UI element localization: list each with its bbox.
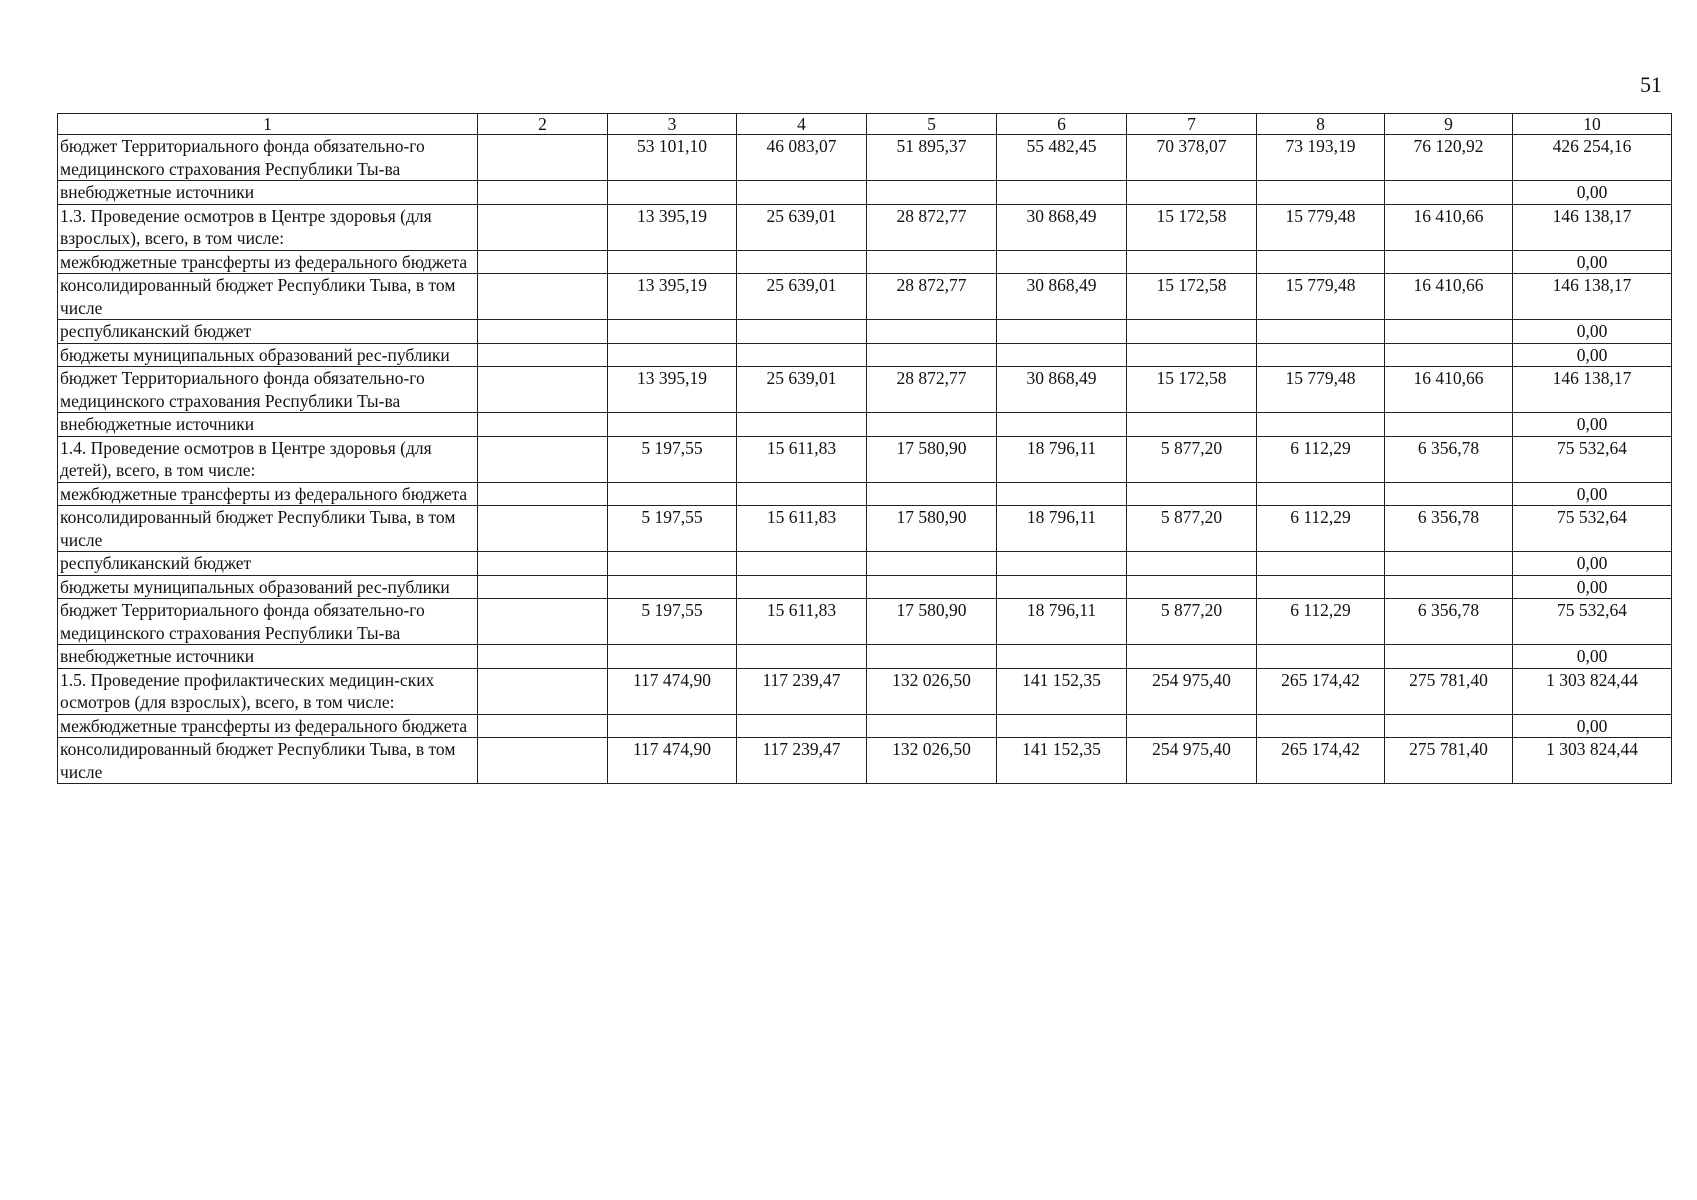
value-cell	[478, 599, 608, 645]
value-cell	[867, 482, 997, 506]
page-number: 51	[1640, 72, 1662, 97]
column-number: 9	[1385, 114, 1513, 135]
value-cell: 15 779,48	[1257, 274, 1385, 320]
value-cell: 0,00	[1513, 645, 1672, 669]
value-cell	[1127, 552, 1257, 576]
value-cell: 5 877,20	[1127, 506, 1257, 552]
value-cell	[1257, 250, 1385, 274]
value-cell: 117 474,90	[608, 738, 737, 784]
value-cell: 0,00	[1513, 714, 1672, 738]
value-cell	[1257, 575, 1385, 599]
value-cell: 30 868,49	[997, 367, 1127, 413]
value-cell: 5 877,20	[1127, 599, 1257, 645]
value-cell: 0,00	[1513, 552, 1672, 576]
value-cell	[867, 320, 997, 344]
column-number: 8	[1257, 114, 1385, 135]
table-row	[58, 181, 1672, 205]
value-cell	[997, 343, 1127, 367]
column-number: 4	[737, 114, 867, 135]
value-cell: 15 611,83	[737, 506, 867, 552]
table-row	[58, 575, 1672, 599]
table-row	[58, 599, 1672, 645]
table-row	[58, 343, 1672, 367]
value-cell	[478, 436, 608, 482]
table-body	[58, 135, 1672, 784]
value-cell	[608, 575, 737, 599]
value-cell: 6 112,29	[1257, 506, 1385, 552]
value-cell	[997, 482, 1127, 506]
value-cell	[1127, 714, 1257, 738]
value-cell	[478, 274, 608, 320]
value-cell	[478, 552, 608, 576]
row-label-cell: межбюджетные трансферты из федерального бюджета	[58, 250, 478, 274]
value-cell	[1385, 343, 1513, 367]
value-cell	[867, 645, 997, 669]
table-row	[58, 714, 1672, 738]
value-cell	[1257, 552, 1385, 576]
value-cell: 146 138,17	[1513, 367, 1672, 413]
value-cell	[867, 250, 997, 274]
column-number: 10	[1513, 114, 1672, 135]
row-label-cell: внебюджетные источники	[58, 645, 478, 669]
value-cell	[997, 575, 1127, 599]
value-cell: 70 378,07	[1127, 135, 1257, 181]
value-cell: 30 868,49	[997, 274, 1127, 320]
row-label-cell: 1.3. Проведение осмотров в Центре здоровья (для взрослых), всего, в том числе:	[58, 204, 478, 250]
value-cell: 5 877,20	[1127, 436, 1257, 482]
value-cell	[1127, 413, 1257, 437]
row-label-cell: консолидированный бюджет Республики Тыва, в том числе	[58, 738, 478, 784]
row-label-cell: бюджеты муниципальных образований рес-публики	[58, 343, 478, 367]
value-cell	[1257, 482, 1385, 506]
value-cell: 141 152,35	[997, 668, 1127, 714]
column-number: 6	[997, 114, 1127, 135]
value-cell: 146 138,17	[1513, 274, 1672, 320]
value-cell: 5 197,55	[608, 599, 737, 645]
value-cell	[867, 714, 997, 738]
value-cell	[1127, 320, 1257, 344]
value-cell: 16 410,66	[1385, 204, 1513, 250]
value-cell	[1385, 575, 1513, 599]
value-cell: 18 796,11	[997, 599, 1127, 645]
value-cell	[478, 506, 608, 552]
table-row	[58, 738, 1672, 784]
value-cell: 16 410,66	[1385, 274, 1513, 320]
value-cell: 5 197,55	[608, 506, 737, 552]
value-cell: 75 532,64	[1513, 599, 1672, 645]
value-cell: 25 639,01	[737, 274, 867, 320]
value-cell: 17 580,90	[867, 506, 997, 552]
value-cell	[1127, 575, 1257, 599]
value-cell	[478, 575, 608, 599]
value-cell	[1127, 181, 1257, 205]
value-cell	[608, 343, 737, 367]
value-cell: 141 152,35	[997, 738, 1127, 784]
value-cell: 28 872,77	[867, 367, 997, 413]
value-cell	[737, 714, 867, 738]
table-row	[58, 645, 1672, 669]
value-cell	[608, 714, 737, 738]
value-cell: 426 254,16	[1513, 135, 1672, 181]
value-cell	[867, 552, 997, 576]
value-cell: 15 779,48	[1257, 204, 1385, 250]
value-cell	[478, 320, 608, 344]
value-cell: 132 026,50	[867, 738, 997, 784]
table-row	[58, 367, 1672, 413]
value-cell	[1385, 645, 1513, 669]
value-cell	[478, 645, 608, 669]
value-cell	[478, 343, 608, 367]
value-cell: 15 172,58	[1127, 367, 1257, 413]
row-label-cell: республиканский бюджет	[58, 320, 478, 344]
value-cell: 0,00	[1513, 575, 1672, 599]
budget-table	[57, 113, 1672, 784]
value-cell	[608, 645, 737, 669]
column-number: 3	[608, 114, 737, 135]
value-cell	[737, 320, 867, 344]
value-cell	[1257, 645, 1385, 669]
value-cell	[478, 181, 608, 205]
value-cell: 6 356,78	[1385, 599, 1513, 645]
value-cell: 28 872,77	[867, 204, 997, 250]
value-cell: 76 120,92	[1385, 135, 1513, 181]
value-cell	[1127, 482, 1257, 506]
value-cell: 15 611,83	[737, 436, 867, 482]
value-cell: 0,00	[1513, 320, 1672, 344]
row-label-cell: межбюджетные трансферты из федерального бюджета	[58, 714, 478, 738]
table-row	[58, 552, 1672, 576]
value-cell	[1127, 645, 1257, 669]
value-cell: 17 580,90	[867, 436, 997, 482]
value-cell: 25 639,01	[737, 367, 867, 413]
row-label-cell: межбюджетные трансферты из федерального бюджета	[58, 482, 478, 506]
value-cell	[737, 645, 867, 669]
value-cell	[997, 320, 1127, 344]
value-cell	[867, 413, 997, 437]
value-cell: 28 872,77	[867, 274, 997, 320]
column-number: 2	[478, 114, 608, 135]
value-cell: 5 197,55	[608, 436, 737, 482]
value-cell: 75 532,64	[1513, 436, 1672, 482]
value-cell: 254 975,40	[1127, 738, 1257, 784]
row-label-cell: консолидированный бюджет Республики Тыва, в том числе	[58, 506, 478, 552]
value-cell: 265 174,42	[1257, 668, 1385, 714]
column-number: 1	[58, 114, 478, 135]
value-cell	[737, 575, 867, 599]
value-cell	[478, 668, 608, 714]
value-cell	[478, 250, 608, 274]
value-cell: 15 611,83	[737, 599, 867, 645]
value-cell	[1257, 413, 1385, 437]
value-cell	[997, 714, 1127, 738]
row-label-cell: 1.5. Проведение профилактических медицин-ских осмотров (для взрослых), всего, в том числе:	[58, 668, 478, 714]
table-row	[58, 320, 1672, 344]
table-row	[58, 668, 1672, 714]
header-row	[58, 114, 1672, 135]
value-cell: 46 083,07	[737, 135, 867, 181]
value-cell	[1385, 714, 1513, 738]
value-cell	[608, 181, 737, 205]
value-cell: 17 580,90	[867, 599, 997, 645]
value-cell: 0,00	[1513, 181, 1672, 205]
value-cell: 55 482,45	[997, 135, 1127, 181]
value-cell	[737, 181, 867, 205]
value-cell	[608, 552, 737, 576]
value-cell: 25 639,01	[737, 204, 867, 250]
table-row	[58, 413, 1672, 437]
value-cell: 117 239,47	[737, 738, 867, 784]
value-cell	[1385, 320, 1513, 344]
value-cell: 18 796,11	[997, 506, 1127, 552]
value-cell	[478, 738, 608, 784]
column-number: 7	[1127, 114, 1257, 135]
value-cell: 30 868,49	[997, 204, 1127, 250]
value-cell	[608, 320, 737, 344]
value-cell	[1127, 250, 1257, 274]
value-cell: 132 026,50	[867, 668, 997, 714]
value-cell: 254 975,40	[1127, 668, 1257, 714]
value-cell	[608, 413, 737, 437]
table-row	[58, 274, 1672, 320]
value-cell: 6 356,78	[1385, 436, 1513, 482]
value-cell: 18 796,11	[997, 436, 1127, 482]
value-cell: 0,00	[1513, 250, 1672, 274]
value-cell: 51 895,37	[867, 135, 997, 181]
value-cell	[997, 645, 1127, 669]
value-cell: 1 303 824,44	[1513, 738, 1672, 784]
row-label-cell: 1.4. Проведение осмотров в Центре здоровья (для детей), всего, в том числе:	[58, 436, 478, 482]
value-cell: 16 410,66	[1385, 367, 1513, 413]
table-row	[58, 506, 1672, 552]
value-cell: 73 193,19	[1257, 135, 1385, 181]
value-cell	[478, 367, 608, 413]
value-cell	[1385, 181, 1513, 205]
row-label-cell: республиканский бюджет	[58, 552, 478, 576]
value-cell	[1257, 714, 1385, 738]
table-row	[58, 135, 1672, 181]
row-label-cell: внебюджетные источники	[58, 413, 478, 437]
value-cell	[478, 714, 608, 738]
value-cell	[1385, 552, 1513, 576]
column-number: 5	[867, 114, 997, 135]
value-cell	[997, 181, 1127, 205]
value-cell	[478, 135, 608, 181]
value-cell	[478, 413, 608, 437]
row-label-cell: бюджет Территориального фонда обязательно-го медицинского страхования Республики Ты-ва	[58, 599, 478, 645]
value-cell: 275 781,40	[1385, 668, 1513, 714]
table-row	[58, 436, 1672, 482]
value-cell: 13 395,19	[608, 274, 737, 320]
value-cell: 6 112,29	[1257, 436, 1385, 482]
value-cell: 0,00	[1513, 482, 1672, 506]
value-cell: 265 174,42	[1257, 738, 1385, 784]
value-cell: 146 138,17	[1513, 204, 1672, 250]
value-cell: 275 781,40	[1385, 738, 1513, 784]
value-cell: 117 239,47	[737, 668, 867, 714]
value-cell	[1127, 343, 1257, 367]
value-cell	[608, 482, 737, 506]
row-label-cell: бюджет Территориального фонда обязательно-го медицинского страхования Республики Ты-ва	[58, 367, 478, 413]
table-row	[58, 204, 1672, 250]
value-cell: 117 474,90	[608, 668, 737, 714]
value-cell: 13 395,19	[608, 367, 737, 413]
value-cell	[737, 552, 867, 576]
value-cell	[867, 575, 997, 599]
value-cell	[997, 250, 1127, 274]
row-label-cell: бюджеты муниципальных образований рес-публики	[58, 575, 478, 599]
value-cell	[1257, 181, 1385, 205]
value-cell	[997, 413, 1127, 437]
table-row	[58, 482, 1672, 506]
table-row	[58, 250, 1672, 274]
value-cell: 1 303 824,44	[1513, 668, 1672, 714]
value-cell: 75 532,64	[1513, 506, 1672, 552]
value-cell: 0,00	[1513, 413, 1672, 437]
value-cell	[478, 482, 608, 506]
value-cell	[867, 343, 997, 367]
value-cell	[608, 250, 737, 274]
row-label-cell: внебюджетные источники	[58, 181, 478, 205]
value-cell	[1385, 250, 1513, 274]
value-cell: 15 779,48	[1257, 367, 1385, 413]
value-cell	[997, 552, 1127, 576]
row-label-cell: бюджет Территориального фонда обязательно-го медицинского страхования Республики Ты-ва	[58, 135, 478, 181]
value-cell	[737, 413, 867, 437]
value-cell: 13 395,19	[608, 204, 737, 250]
value-cell	[478, 204, 608, 250]
value-cell	[867, 181, 997, 205]
value-cell	[1257, 320, 1385, 344]
value-cell	[1385, 413, 1513, 437]
value-cell	[737, 250, 867, 274]
value-cell: 53 101,10	[608, 135, 737, 181]
row-label-cell: консолидированный бюджет Республики Тыва, в том числе	[58, 274, 478, 320]
value-cell	[1257, 343, 1385, 367]
value-cell	[737, 482, 867, 506]
value-cell	[737, 343, 867, 367]
value-cell: 15 172,58	[1127, 204, 1257, 250]
value-cell: 6 356,78	[1385, 506, 1513, 552]
value-cell: 6 112,29	[1257, 599, 1385, 645]
value-cell	[1385, 482, 1513, 506]
value-cell: 15 172,58	[1127, 274, 1257, 320]
value-cell: 0,00	[1513, 343, 1672, 367]
